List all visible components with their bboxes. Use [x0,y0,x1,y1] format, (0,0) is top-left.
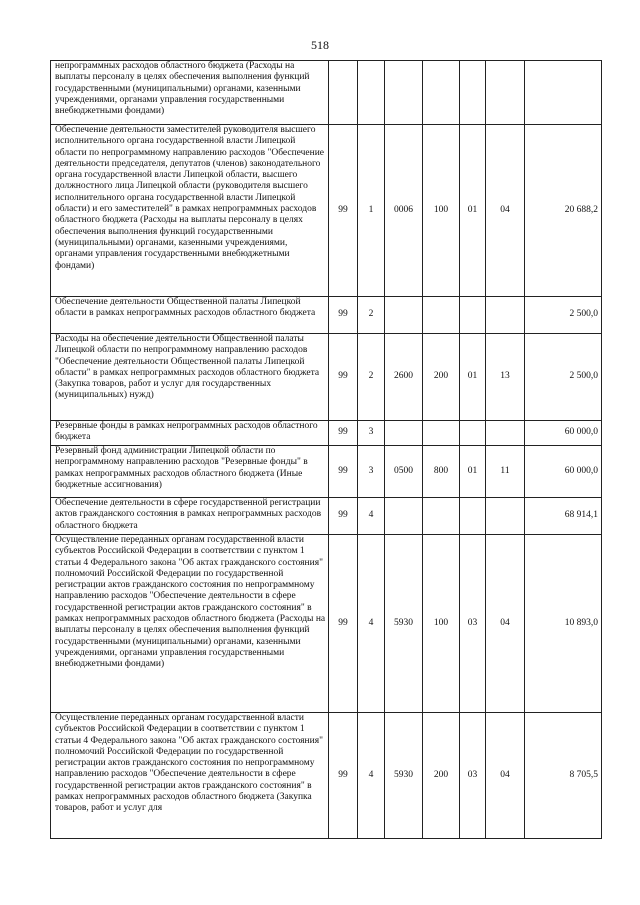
cell-subsection [486,297,525,334]
cell-description: Расходы на обеспечение деятельности Общественной палаты Липецкой области по непрограммному направлению расходов "Обеспечение деятельности Общественной палаты Липецкой области" в рамках непрограммных расходов областного бюджета (Закупка товаров, работ и услуг для государственных (муниципальных) нужд) [51,334,329,421]
cell-subprogram: 2 [358,334,385,421]
cell-expense-direction: 0500 [385,446,423,498]
cell-expense-direction [385,421,423,446]
cell-expense-direction [385,297,423,334]
cell-expense-type: 200 [423,334,460,421]
cell-section: 01 [460,334,486,421]
cell-expense-type: 800 [423,446,460,498]
table-row [51,535,602,713]
cell-expense-type [423,61,460,125]
cell-program: 99 [329,498,358,535]
table-row [51,297,602,334]
table-row [51,713,602,839]
cell-program [329,61,358,125]
cell-expense-direction [385,498,423,535]
cell-section: 01 [460,125,486,297]
cell-section: 03 [460,713,486,839]
cell-subsection [486,498,525,535]
cell-description: Обеспечение деятельности в сфере государственной регистрации актов гражданского состояния в рамках непрограммных расходов областного бюджета [51,498,329,535]
cell-description: непрограммных расходов областного бюджета (Расходы на выплаты персоналу в целях обеспечения выполнения функций государственными (муниципальными) органами, казенными учреждениями, органами управления государственными внебюджетными фондами) [51,61,329,125]
cell-amount: 2 500,0 [525,334,602,421]
cell-amount: 8 705,5 [525,713,602,839]
table-row [51,125,602,297]
cell-expense-direction: 2600 [385,334,423,421]
cell-amount: 10 893,0 [525,535,602,713]
table-row [51,334,602,421]
page-number: 518 [311,38,329,52]
cell-program: 99 [329,334,358,421]
cell-subprogram: 3 [358,446,385,498]
cell-expense-type [423,498,460,535]
cell-section [460,297,486,334]
cell-expense-direction: 0006 [385,125,423,297]
cell-program: 99 [329,713,358,839]
cell-amount: 60 000,0 [525,446,602,498]
cell-program: 99 [329,125,358,297]
table-row [51,421,602,446]
cell-subprogram [358,61,385,125]
cell-description: Обеспечение деятельности Общественной палаты Липецкой области в рамках непрограммных расходов областного бюджета [51,297,329,334]
cell-subsection [486,421,525,446]
table-row [51,498,602,535]
cell-subsection: 11 [486,446,525,498]
cell-subprogram: 4 [358,535,385,713]
table-row [51,446,602,498]
cell-expense-type: 100 [423,125,460,297]
cell-expense-type [423,421,460,446]
cell-subsection [486,61,525,125]
cell-section: 01 [460,446,486,498]
cell-expense-direction [385,61,423,125]
cell-amount: 68 914,1 [525,498,602,535]
cell-expense-type: 100 [423,535,460,713]
cell-subprogram: 4 [358,713,385,839]
cell-description: Обеспечение деятельности заместителей руководителя высшего исполнительного органа государственной власти Липецкой области по непрограммному направлению расходов "Обеспечение деятельности председателя, депутатов (членов) законодательного органа государственной власти Липецкой области, высшего должностного лица Липецкой области (руководителя высшего исполнительного органа государственной власти Липецкой области) и его заместителей" в рамках непрограммных расходов областного бюджета (Расходы на выплаты персоналу в целях обеспечения выполнения функций государственными (муниципальными) органами, казенными учреждениями, органами управления государственными внебюджетными фондами) [51,125,329,297]
cell-amount [525,61,602,125]
cell-expense-direction: 5930 [385,535,423,713]
cell-subsection: 04 [486,713,525,839]
cell-subprogram: 3 [358,421,385,446]
cell-description: Резервные фонды в рамках непрограммных расходов областного бюджета [51,421,329,446]
cell-subprogram: 4 [358,498,385,535]
cell-section [460,498,486,535]
cell-expense-type [423,297,460,334]
cell-section: 03 [460,535,486,713]
cell-description: Резервный фонд администрации Липецкой области по непрограммному направлению расходов "Резервные фонды" в рамках непрограммных расходов областного бюджета (Иные бюджетные ассигнования) [51,446,329,498]
cell-description: Осуществление переданных органам государственной власти субъектов Российской Федерации в соответствии с пунктом 1 статьи 4 Федерального закона "Об актах гражданского состояния" полномочий Российской Федерации по государственной регистрации актов гражданского состояния по непрограммному направлению расходов "Обеспечение деятельности в сфере государственной регистрации актов гражданского состояния" в рамках непрограммных расходов областного бюджета (Закупка товаров, работ и услуг для [51,713,329,839]
table-body [51,61,602,839]
cell-program: 99 [329,535,358,713]
cell-subprogram: 1 [358,125,385,297]
cell-program: 99 [329,421,358,446]
budget-table [50,60,602,839]
cell-amount: 20 688,2 [525,125,602,297]
table-row [51,61,602,125]
cell-subprogram: 2 [358,297,385,334]
cell-amount: 2 500,0 [525,297,602,334]
cell-subsection: 13 [486,334,525,421]
cell-expense-type: 200 [423,713,460,839]
cell-subsection: 04 [486,125,525,297]
cell-description: Осуществление переданных органам государственной власти субъектов Российской Федерации в соответствии с пунктом 1 статьи 4 Федерального закона "Об актах гражданского состояния" полномочий Российской Федерации по государственной регистрации актов гражданского состояния по непрограммному направлению расходов "Обеспечение деятельности в сфере государственной регистрации актов гражданского состояния" в рамках непрограммных расходов областного бюджета (Расходы на выплаты персоналу в целях обеспечения выполнения функций государственными (муниципальными) органами, казенными учреждениями, органами управления государственными внебюджетными фондами) [51,535,329,713]
cell-section [460,61,486,125]
cell-amount: 60 000,0 [525,421,602,446]
cell-subsection: 04 [486,535,525,713]
cell-section [460,421,486,446]
cell-program: 99 [329,446,358,498]
cell-program: 99 [329,297,358,334]
cell-expense-direction: 5930 [385,713,423,839]
